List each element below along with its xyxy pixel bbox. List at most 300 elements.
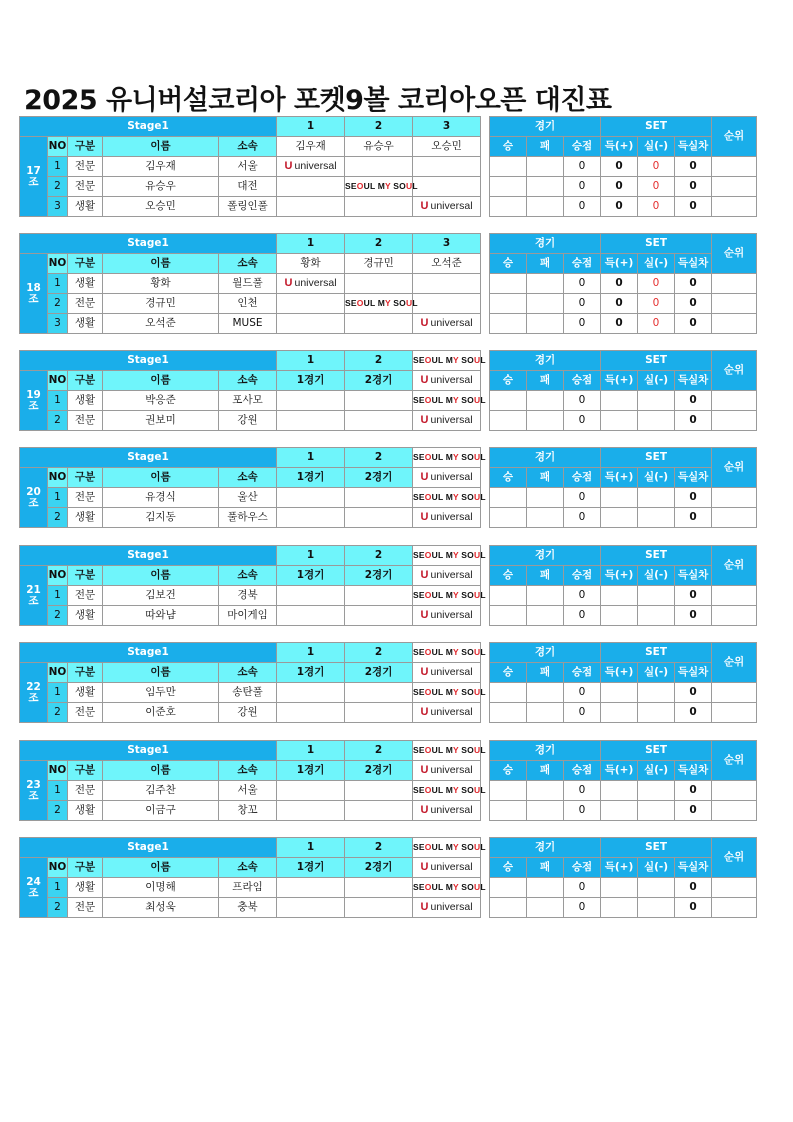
score-cell[interactable] (345, 508, 413, 528)
header-seoul-my-soul-logo (413, 648, 486, 657)
game-2-header: 2경기 (345, 566, 413, 586)
seoul-logo-part: U (474, 355, 481, 366)
header-universal-logo (421, 570, 473, 581)
seoul-logo-part: SE (413, 395, 425, 406)
name-header: 이름 (103, 254, 219, 274)
win-value[interactable] (490, 314, 527, 334)
score-cell[interactable] (277, 314, 345, 334)
group-label (20, 371, 48, 431)
player-club: 충북 (219, 898, 277, 918)
group-19 (19, 350, 756, 430)
seoul-logo-part: SE (413, 590, 425, 601)
seoul-logo-part: O (424, 590, 432, 601)
group-23-bracket-table (19, 740, 486, 821)
player-no: 2 (48, 294, 68, 314)
score-cell[interactable] (277, 703, 345, 723)
group-number: 22 (26, 681, 41, 693)
rank-header: 순위 (712, 351, 757, 391)
diff-value: 0 (675, 606, 712, 626)
loss-value[interactable] (527, 586, 564, 606)
score-cell[interactable] (413, 411, 481, 431)
score-cell[interactable] (345, 586, 413, 606)
score-cell[interactable] (413, 177, 481, 197)
rank-value[interactable] (712, 157, 757, 177)
column-3-logo-header (413, 468, 481, 488)
score-cell[interactable] (345, 294, 418, 314)
player-no: 1 (48, 781, 68, 801)
group-label (20, 468, 48, 528)
stage-header-row (20, 117, 481, 137)
set-header: SET (601, 117, 712, 137)
points-value: 0 (564, 294, 601, 314)
universal-logo-mark: U (420, 569, 429, 581)
score-cell[interactable] (345, 274, 413, 294)
score-cell[interactable] (345, 801, 413, 821)
loss-value[interactable] (527, 411, 564, 431)
score-cell[interactable] (413, 801, 481, 821)
seoul-logo-part: SE (413, 745, 425, 756)
seoul-logo-part: SE (413, 452, 425, 463)
player-club: 서울 (219, 781, 277, 801)
score-cell-seoul-my-soul-logo (413, 786, 486, 795)
score-cell[interactable] (345, 781, 413, 801)
seoul-logo-part: SE (413, 842, 425, 853)
win-header: 승 (490, 371, 527, 391)
loss-value[interactable] (527, 294, 564, 314)
universal-logo-text: universal (430, 901, 473, 914)
diff-value: 0 (675, 274, 712, 294)
standings-header-row (490, 448, 757, 468)
loss-value[interactable] (527, 274, 564, 294)
score-cell[interactable] (345, 703, 413, 723)
loss-value[interactable] (527, 683, 564, 703)
rank-value[interactable] (712, 781, 757, 801)
game-2-header: 2경기 (345, 761, 413, 781)
seoul-logo-part: U (474, 882, 481, 893)
plus-value: 0 (601, 177, 638, 197)
points-value: 0 (564, 411, 601, 431)
diff-value: 0 (675, 391, 712, 411)
header-seoul-my-soul-logo (413, 356, 486, 365)
plus-value (601, 801, 638, 821)
universal-logo-text: universal (430, 414, 473, 427)
points-value: 0 (564, 157, 601, 177)
win-value[interactable] (490, 801, 527, 821)
score-cell[interactable] (345, 411, 413, 431)
diff-header: 득실차 (675, 137, 712, 157)
score-cell[interactable] (277, 411, 345, 431)
seoul-logo-part: L (480, 590, 486, 601)
rank-value[interactable] (712, 314, 757, 334)
loss-value[interactable] (527, 878, 564, 898)
score-cell[interactable] (413, 683, 486, 703)
player-name: 이금구 (103, 801, 219, 821)
header-universal-logo (421, 862, 473, 873)
score-cell[interactable] (413, 197, 481, 217)
win-value[interactable] (490, 606, 527, 626)
loss-header: 패 (527, 468, 564, 488)
column-number: 2 (345, 546, 413, 566)
universal-logo-text: universal (430, 317, 473, 330)
player-type: 생활 (68, 606, 103, 626)
score-cell[interactable] (345, 157, 413, 177)
group-24-standings-table (489, 837, 757, 918)
win-value[interactable] (490, 294, 527, 314)
universal-logo-text: universal (430, 609, 473, 622)
minus-header: 실(-) (638, 663, 675, 683)
loss-value[interactable] (527, 157, 564, 177)
rank-value[interactable] (712, 683, 757, 703)
rank-value[interactable] (712, 703, 757, 723)
score-cell[interactable] (413, 157, 481, 177)
player-row (20, 391, 481, 411)
no-header: NO (48, 858, 68, 878)
universal-logo-text: universal (430, 764, 473, 777)
seoul-logo-part: L (412, 298, 418, 309)
player-row (20, 781, 481, 801)
rank-header: 순위 (712, 448, 757, 488)
score-cell[interactable] (277, 274, 345, 294)
column-3-header (413, 351, 486, 371)
plus-value: 0 (601, 314, 638, 334)
score-cell[interactable] (413, 488, 486, 508)
type-header: 구분 (68, 858, 103, 878)
rank-header: 순위 (712, 234, 757, 274)
rank-value[interactable] (712, 294, 757, 314)
loss-value[interactable] (527, 703, 564, 723)
standings-header-row (490, 838, 757, 858)
group-label (20, 254, 48, 334)
seoul-logo-part: SO (458, 452, 474, 463)
win-value[interactable] (490, 197, 527, 217)
universal-logo-text: universal (430, 666, 473, 679)
player-name: 최성욱 (103, 898, 219, 918)
loss-value[interactable] (527, 314, 564, 334)
match-header: 경기 (490, 117, 601, 137)
name-header: 이름 (103, 468, 219, 488)
standings-row (490, 878, 757, 898)
seoul-logo-part: U (474, 785, 481, 796)
stage-header-row (20, 546, 481, 566)
score-cell[interactable] (277, 391, 345, 411)
plus-header: 득(+) (601, 371, 638, 391)
player-club: 인천 (219, 294, 277, 314)
stage-label: Stage1 (20, 351, 277, 371)
diff-value: 0 (675, 683, 712, 703)
opponent-name-header: 오승민 (413, 137, 481, 157)
loss-value[interactable] (527, 801, 564, 821)
column-number: 2 (345, 741, 413, 761)
rank-value[interactable] (712, 274, 757, 294)
universal-logo-text: universal (430, 471, 473, 484)
rank-header: 순위 (712, 546, 757, 586)
rank-value[interactable] (712, 898, 757, 918)
loss-value[interactable] (527, 177, 564, 197)
column-number: 2 (345, 234, 413, 254)
universal-logo-text: universal (294, 277, 337, 290)
score-cell[interactable] (277, 878, 345, 898)
player-type: 생활 (68, 683, 103, 703)
player-row (20, 586, 481, 606)
seoul-logo-part: L (480, 687, 486, 698)
minus-value (638, 391, 675, 411)
rank-value[interactable] (712, 177, 757, 197)
seoul-logo-part: O (424, 842, 432, 853)
seoul-logo-part: SO (390, 181, 406, 192)
points-value: 0 (564, 508, 601, 528)
group-22-standings-table (489, 642, 757, 723)
loss-value[interactable] (527, 391, 564, 411)
universal-logo-text: universal (430, 861, 473, 874)
points-value: 0 (564, 683, 601, 703)
player-type: 생활 (68, 391, 103, 411)
win-value[interactable] (490, 878, 527, 898)
score-cell[interactable] (345, 177, 418, 197)
score-cell[interactable] (345, 606, 413, 626)
win-value[interactable] (490, 898, 527, 918)
score-cell[interactable] (277, 606, 345, 626)
match-header: 경기 (490, 351, 601, 371)
column-header-row (20, 566, 481, 586)
standings-row (490, 606, 757, 626)
win-value[interactable] (490, 177, 527, 197)
no-header: NO (48, 468, 68, 488)
minus-value (638, 703, 675, 723)
loss-value[interactable] (527, 606, 564, 626)
score-cell[interactable] (413, 314, 481, 334)
rank-value[interactable] (712, 391, 757, 411)
score-cell[interactable] (277, 294, 345, 314)
win-value[interactable] (490, 683, 527, 703)
column-number: 1 (277, 643, 345, 663)
score-cell-universal-logo (421, 707, 473, 718)
win-value[interactable] (490, 157, 527, 177)
stage-header-row (20, 838, 481, 858)
score-cell[interactable] (345, 878, 413, 898)
universal-logo-mark: U (420, 374, 429, 386)
player-no: 1 (48, 878, 68, 898)
score-cell[interactable] (413, 878, 486, 898)
rank-value[interactable] (712, 606, 757, 626)
score-cell[interactable] (277, 898, 345, 918)
score-cell[interactable] (413, 294, 481, 314)
player-row (20, 683, 481, 703)
rank-value[interactable] (712, 586, 757, 606)
column-number: 1 (277, 448, 345, 468)
column-number: 2 (345, 448, 413, 468)
seoul-logo-part: Y (453, 355, 459, 366)
plus-value (601, 391, 638, 411)
plus-value (601, 508, 638, 528)
score-cell[interactable] (345, 488, 413, 508)
loss-value[interactable] (527, 488, 564, 508)
group-number: 17 (26, 165, 41, 177)
group-suffix: 조 (28, 594, 39, 607)
loss-value[interactable] (527, 898, 564, 918)
seoul-logo-part: Y (385, 181, 391, 192)
header-seoul-my-soul-logo (413, 551, 486, 560)
rank-value[interactable] (712, 878, 757, 898)
points-header: 승점 (564, 566, 601, 586)
win-value[interactable] (490, 508, 527, 528)
universal-logo-mark: U (420, 666, 429, 678)
minus-value (638, 683, 675, 703)
win-value[interactable] (490, 781, 527, 801)
win-value[interactable] (490, 391, 527, 411)
score-cell-seoul-my-soul-logo (413, 883, 486, 892)
standings-header-row (490, 643, 757, 663)
score-cell[interactable] (277, 197, 345, 217)
seoul-logo-part: UL M (431, 492, 454, 503)
points-header: 승점 (564, 761, 601, 781)
stage-header-row (20, 448, 481, 468)
win-value[interactable] (490, 488, 527, 508)
minus-value (638, 488, 675, 508)
points-value: 0 (564, 606, 601, 626)
player-club: MUSE (219, 314, 277, 334)
column-3-logo-header (413, 761, 481, 781)
player-name: 임두만 (103, 683, 219, 703)
score-cell[interactable] (345, 314, 413, 334)
diff-header: 득실차 (675, 468, 712, 488)
column-number: 3 (413, 117, 481, 137)
rank-value[interactable] (712, 411, 757, 431)
score-cell[interactable] (413, 606, 481, 626)
column-number: 1 (277, 351, 345, 371)
standings-row (490, 801, 757, 821)
loss-header: 패 (527, 761, 564, 781)
win-header: 승 (490, 761, 527, 781)
seoul-logo-part: O (424, 355, 432, 366)
seoul-logo-part: Y (453, 687, 459, 698)
score-cell-universal-logo (285, 278, 337, 289)
loss-value[interactable] (527, 197, 564, 217)
score-cell[interactable] (277, 157, 345, 177)
player-club: 울산 (219, 488, 277, 508)
rank-value[interactable] (712, 197, 757, 217)
score-cell[interactable] (345, 391, 413, 411)
group-label (20, 566, 48, 626)
player-no: 1 (48, 274, 68, 294)
player-type: 전문 (68, 157, 103, 177)
player-row (20, 703, 481, 723)
score-cell[interactable] (413, 274, 481, 294)
player-row (20, 177, 481, 197)
column-number: 1 (277, 234, 345, 254)
minus-value: 0 (638, 314, 675, 334)
plus-value: 0 (601, 197, 638, 217)
win-value[interactable] (490, 411, 527, 431)
rank-value[interactable] (712, 508, 757, 528)
score-cell[interactable] (345, 898, 413, 918)
loss-value[interactable] (527, 781, 564, 801)
score-cell[interactable] (413, 586, 486, 606)
score-cell[interactable] (277, 586, 345, 606)
player-type: 생활 (68, 508, 103, 528)
points-value: 0 (564, 781, 601, 801)
score-cell[interactable] (277, 177, 345, 197)
rank-value[interactable] (712, 488, 757, 508)
win-value[interactable] (490, 586, 527, 606)
player-row (20, 488, 481, 508)
player-club: 창꼬 (219, 801, 277, 821)
seoul-logo-part: UL M (431, 687, 454, 698)
player-club: 월드풀 (219, 274, 277, 294)
stage-label: Stage1 (20, 448, 277, 468)
set-header: SET (601, 741, 712, 761)
score-cell[interactable] (345, 197, 413, 217)
score-cell[interactable] (413, 898, 481, 918)
seoul-logo-part: L (480, 882, 486, 893)
score-cell-universal-logo (285, 161, 337, 172)
column-3-header (413, 838, 486, 858)
player-no: 1 (48, 157, 68, 177)
player-club: 포사모 (219, 391, 277, 411)
plus-header: 득(+) (601, 663, 638, 683)
rank-value[interactable] (712, 801, 757, 821)
seoul-logo-part: U (474, 842, 481, 853)
loss-value[interactable] (527, 508, 564, 528)
score-cell[interactable] (413, 703, 481, 723)
club-header: 소속 (219, 254, 277, 274)
set-header: SET (601, 643, 712, 663)
group-18 (19, 233, 756, 330)
seoul-logo-part: Y (453, 745, 459, 756)
score-cell[interactable] (345, 683, 413, 703)
group-number: 23 (26, 779, 41, 791)
score-cell[interactable] (413, 508, 481, 528)
group-suffix: 조 (28, 691, 39, 704)
player-row (20, 898, 481, 918)
name-header: 이름 (103, 566, 219, 586)
win-value[interactable] (490, 274, 527, 294)
standings-row (490, 586, 757, 606)
standings-header-row (490, 741, 757, 761)
player-row (20, 157, 481, 177)
player-type: 전문 (68, 177, 103, 197)
minus-value (638, 411, 675, 431)
score-cell[interactable] (277, 683, 345, 703)
score-cell[interactable] (277, 488, 345, 508)
player-row (20, 274, 481, 294)
plus-header: 득(+) (601, 566, 638, 586)
win-value[interactable] (490, 703, 527, 723)
opponent-name-header: 경규민 (345, 254, 413, 274)
column-header-row (20, 858, 481, 878)
score-cell[interactable] (277, 781, 345, 801)
set-header: SET (601, 351, 712, 371)
type-header: 구분 (68, 761, 103, 781)
points-value: 0 (564, 177, 601, 197)
minus-header: 실(-) (638, 858, 675, 878)
diff-value: 0 (675, 314, 712, 334)
score-cell-universal-logo (421, 512, 473, 523)
column-header-row (20, 468, 481, 488)
diff-header: 득실차 (675, 566, 712, 586)
score-cell[interactable] (277, 801, 345, 821)
name-header: 이름 (103, 371, 219, 391)
group-21 (19, 545, 756, 625)
score-cell[interactable] (413, 391, 486, 411)
score-cell[interactable] (277, 508, 345, 528)
player-type: 전문 (68, 703, 103, 723)
score-cell[interactable] (413, 781, 486, 801)
loss-header: 패 (527, 858, 564, 878)
loss-header: 패 (527, 663, 564, 683)
universal-logo-text: universal (430, 511, 473, 524)
player-no: 2 (48, 801, 68, 821)
points-value: 0 (564, 586, 601, 606)
